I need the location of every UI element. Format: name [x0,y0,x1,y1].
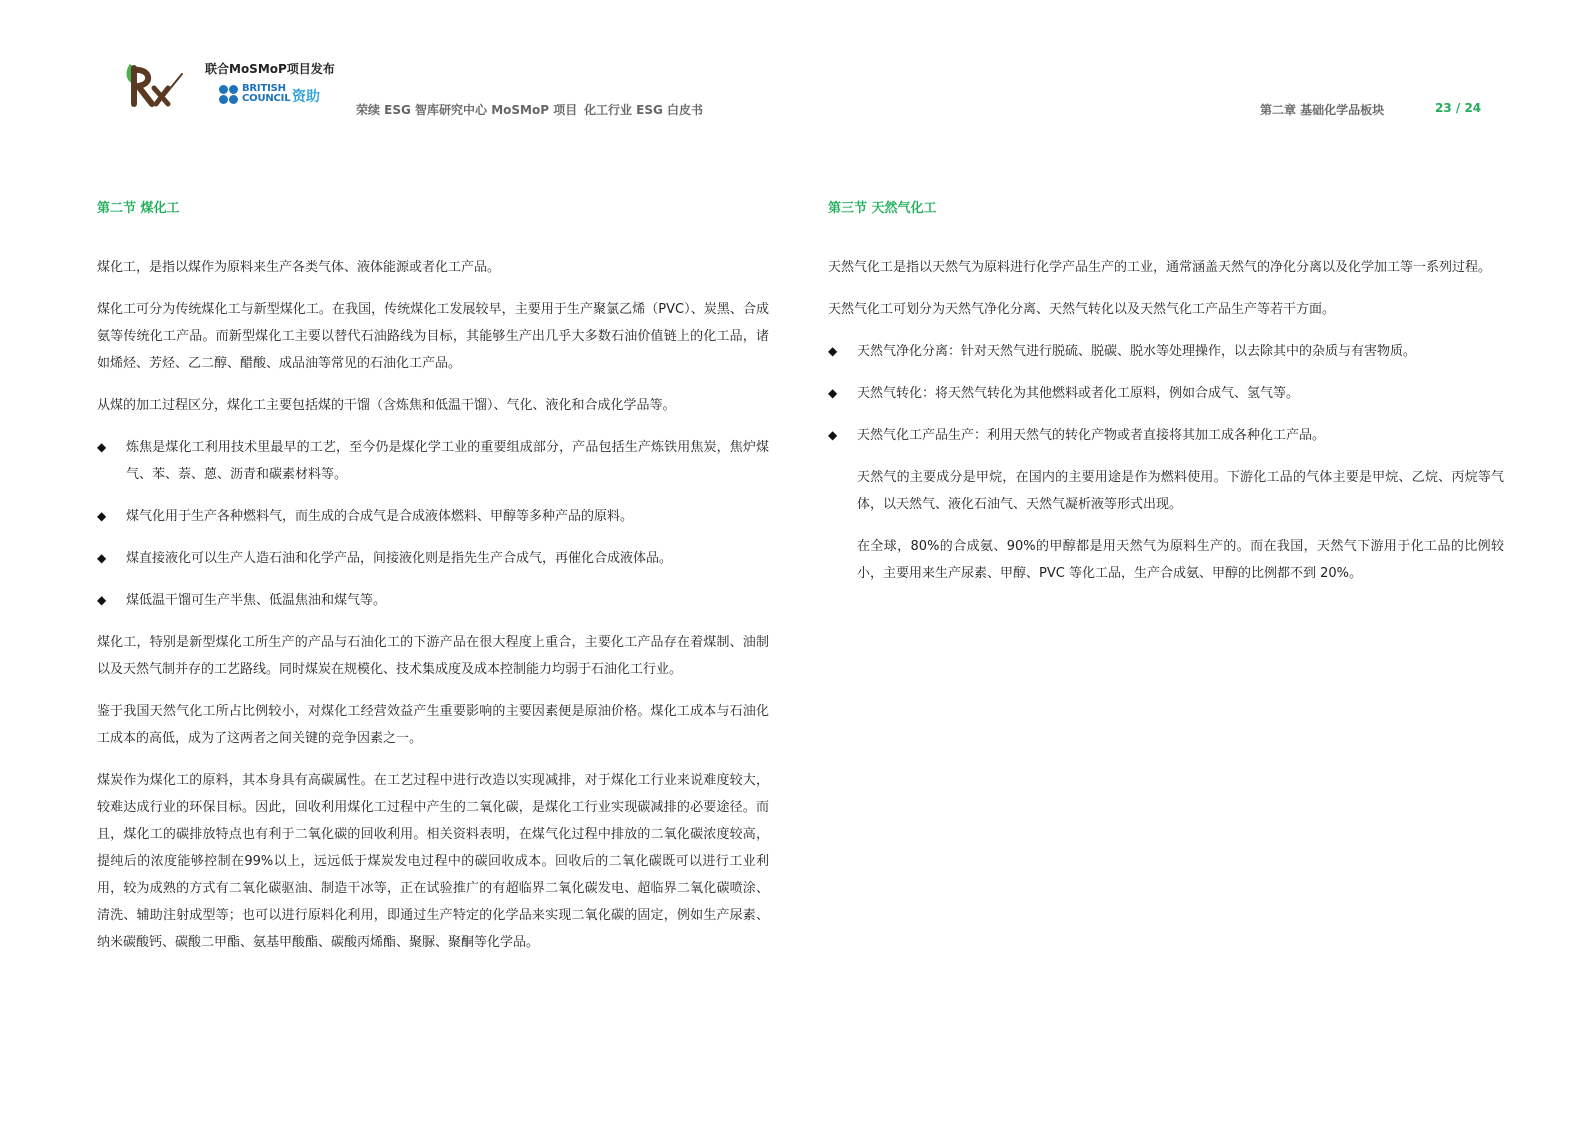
diamond-bullet-icon: ◆ [828,344,838,358]
diamond-bullet-icon: ◆ [97,440,107,454]
paragraph: 鉴于我国天然气化工所占比例较小，对煤化工经营效益产生重要影响的主要因素便是原油价格。煤化工成本与石油化工成本的高低，成为了这两者之间关键的竞争因素之一。 [97,704,769,746]
diamond-bullet-icon: ◆ [97,551,107,565]
section-title-coal-chemical: 第二节 煤化工 [97,201,180,216]
bullet-item [97,434,769,488]
chapter-title: 第二章 基础化学品板块 [1260,103,1385,117]
paragraph: 天然气化工是指以天然气为原料进行化学产品生产的工业，通常涵盖天然气的净化分离以及化学加工等一系列过程。 [828,260,1492,275]
bullet-item [97,587,769,614]
document-title: 化工行业 ESG 白皮书 [584,103,704,117]
project-name: 荣续 ESG 智库研究中心 MoSMoP 项目 [356,103,578,117]
bullet-text: 炼焦是煤化工利用技术里最早的工艺，至今仍是煤化学工业的重要组成部分，产品包括生产炼铁用焦炭，焦炉煤气、苯、萘、蒽、沥青和碳素材料等。 [126,440,769,482]
publisher-label: 联合MoSMoP项目发布 [205,62,335,76]
bullet-item [828,380,1504,407]
paragraph: 煤化工，是指以煤作为原料来生产各类气体、液体能源或者化工产品。 [97,260,501,275]
right-column [828,200,1504,602]
diamond-bullet-icon: ◆ [97,509,107,523]
british-council-dots-icon [219,85,239,105]
diamond-bullet-icon: ◆ [828,428,838,442]
paragraph: 在全球，80%的合成氨、90%的甲醇都是用天然气为原料生产的。而在我国，天然气下游用于化工品的比例较小，主要用来生产尿素、甲醇、PVC 等化工品，生产合成氨、甲醇的比例都不到 20%。 [857,539,1504,581]
left-column [97,200,769,971]
bullet-text: 天然气化工产品生产：利用天然气的转化产物或者直接将其加工成各种化工产品。 [857,428,1326,443]
page-header [0,0,1587,140]
bullet-text: 天然气净化分离：针对天然气进行脱硫、脱碳、脱水等处理操作，以去除其中的杂质与有害物质。 [857,344,1417,359]
bullet-text: 煤低温干馏可生产半焦、低温焦油和煤气等。 [126,593,387,608]
paragraph: 天然气化工可划分为天然气净化分离、天然气转化以及天然气化工产品生产等若干方面。 [828,302,1336,317]
paragraph: 煤化工可分为传统煤化工与新型煤化工。在我国，传统煤化工发展较早，主要用于生产聚氯乙烯（PVC）、炭黑、合成氨等传统化工产品。而新型煤化工主要以替代石油路线为目标，其能够生产出几乎大多数石油价值链上的化工品，诸如烯烃、芳烃、乙二醇、醋酸、成品油等常见的石油化工产品。 [97,302,769,371]
paragraph: 天然气的主要成分是甲烷，在国内的主要用途是作为燃料使用。下游化工品的气体主要是甲烷、乙烷、丙烷等气体，以天然气、液化石油气、天然气凝析液等形式出现。 [857,470,1504,512]
rx-logo [120,58,186,110]
bullet-item [828,422,1504,449]
bullet-item [97,503,769,530]
british-council-logo [219,84,291,106]
section-title-natural-gas-chemical: 第三节 天然气化工 [828,201,937,216]
bullet-text: 煤气化用于生产各种燃料气，而生成的合成气是合成液体燃料、甲醇等多种产品的原料。 [126,509,634,524]
paragraph: 从煤的加工过程区分，煤化工主要包括煤的干馏（含炼焦和低温干馏）、气化、液化和合成化学品等。 [97,398,676,413]
diamond-bullet-icon: ◆ [828,386,838,400]
british-council-wordmark: BRITISH COUNCIL [242,83,291,104]
bullet-item [828,338,1504,365]
sponsor-label: 资助 [292,89,320,105]
bullet-text: 天然气转化：将天然气转化为其他燃料或者化工原料，例如合成气、氢气等。 [857,386,1300,401]
bullet-text: 煤直接液化可以生产人造石油和化学产品，间接液化则是指先生产合成气，再催化合成液体品。 [126,551,673,566]
diamond-bullet-icon: ◆ [97,593,107,607]
page-number: 23 / 24 [1435,101,1482,115]
bullet-item [97,545,769,572]
paragraph: 煤化工，特别是新型煤化工所生产的产品与石油化工的下游产品在很大程度上重合，主要化工产品存在着煤制、油制以及天然气制并存的工艺路线。同时煤炭在规模化、技术集成度及成本控制能力均弱于石油化工行业。 [97,635,769,677]
paragraph: 煤炭作为煤化工的原料，其本身具有高碳属性。在工艺过程中进行改造以实现减排，对于煤化工行业来说难度较大，较难达成行业的环保目标。因此，回收利用煤化工过程中产生的二氧化碳，是煤化工行业实现碳减排的必要途径。而且，煤化工的碳排放特点也有利于二氧化碳的回收利用。相关资料表明，在煤气化过程中排放的二氧化碳浓度较高，提纯后的浓度能够控制在99%以上，远远低于煤炭发电过程中的碳回收成本。回收后的二氧化碳既可以进行工业利用，较为成熟的方式有二氧化碳驱油、制造干冰等，正在试验推广的有超临界二氧化碳发电、超临界二氧化碳喷涂、清洗、辅助注射成型等；也可以进行原料化利用，即通过生产特定的化学品来实现二氧化碳的固定，例如生产尿素、纳米碳酸钙、碳酸二甲酯、氨基甲酸酯、碳酸丙烯酯、聚脲、聚酮等化学品。 [97,773,769,950]
